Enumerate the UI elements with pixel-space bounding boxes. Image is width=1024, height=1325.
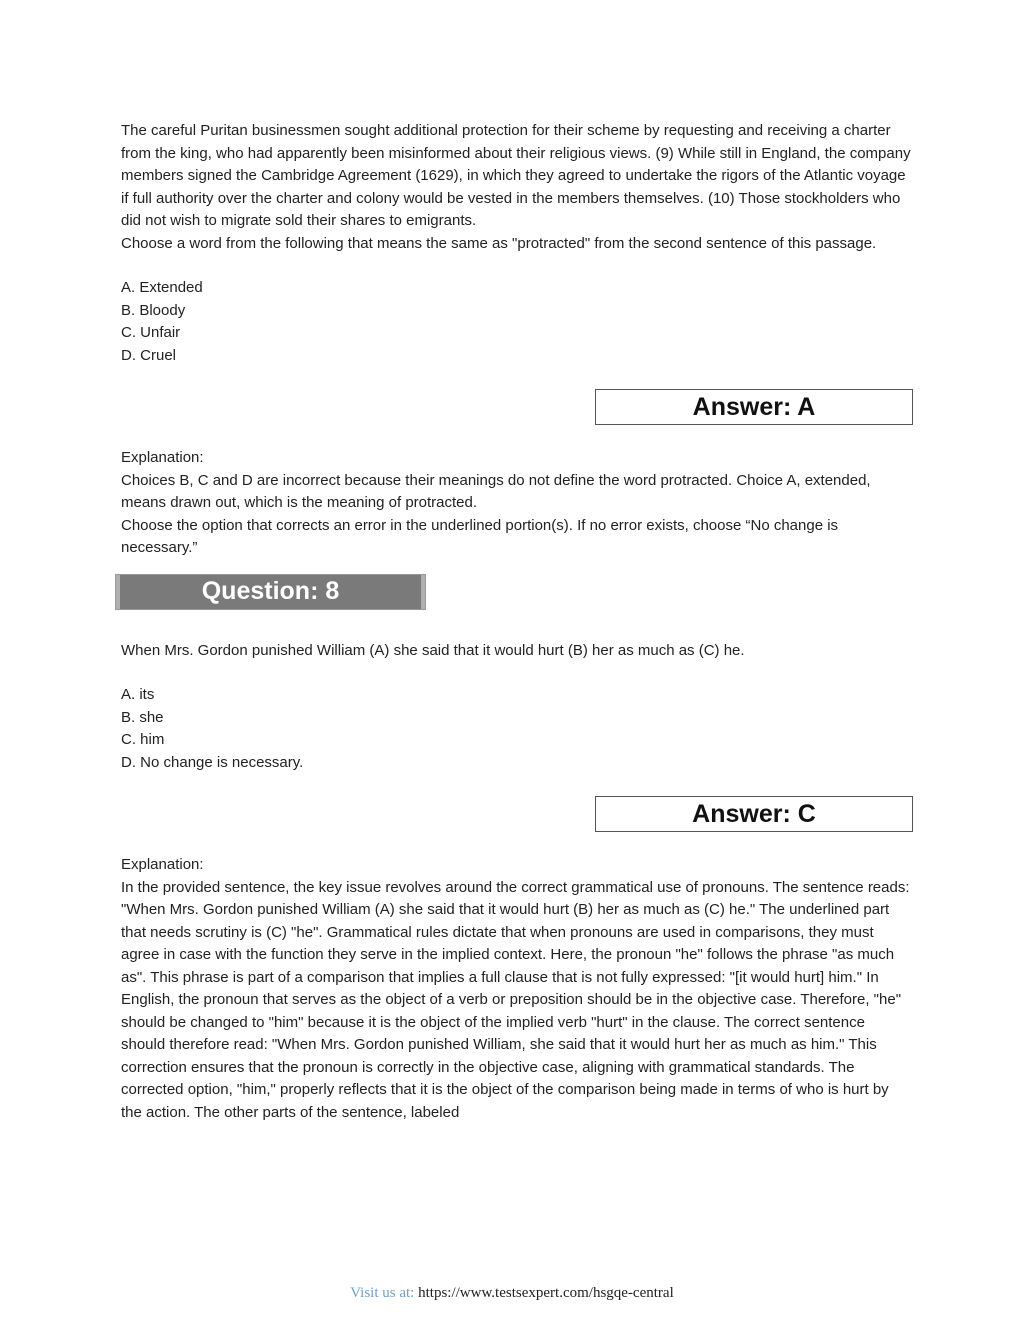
- q8-instruction: Choose the option that corrects an error in the underlined portion(s). If no error exists, choose “No change is necessary.”: [121, 516, 839, 556]
- q8-prompt: When Mrs. Gordon punished William (A) she said that it would hurt (B) her as much as (C) he.: [121, 641, 745, 659]
- question-8-title: Question: 8: [201, 577, 340, 605]
- q7-answer-row: [121, 389, 913, 425]
- q7-explanation: Choices B, C and D are incorrect because their meanings do not define the word protracted. Choice A, extended, means drawn out, which is the meaning of protracted.: [121, 471, 871, 511]
- document-body: [121, 120, 913, 1124]
- q7-prompt: Choose a word from the following that means the same as "protracted" from the second sentence of this passage.: [121, 234, 877, 252]
- q8-answer-box: Answer: C: [595, 796, 913, 832]
- q8-answer-row: [121, 796, 913, 832]
- passage-text: The careful Puritan businessmen sought additional protection for their scheme by requesting and receiving a charter from the king, who had apparently been misinformed about their religious views. (9) While still in England, the company members signed the Cambridge Agreement (1629), in which they agreed to undertake the rigors of the Atlantic voyage if full authority over the charter and colony would be vested in the members themselves. (10) Those stockholders who did not wish to migrate sold their shares to emigrants.: [121, 122, 911, 229]
- banner-edge-left: [116, 575, 120, 609]
- footer-url-link[interactable]: https://www.testsexpert.com/hsgqe-central: [418, 1285, 674, 1301]
- question-8-banner: [115, 574, 426, 610]
- q7-option-a: A. Extended: [121, 279, 203, 296]
- q8-option-b: B. she: [121, 708, 164, 726]
- q7-option-c: C. Unfair: [121, 324, 181, 341]
- footer-visit-label: Visit us at:: [350, 1285, 415, 1301]
- q7-option-d: D. Cruel: [121, 346, 177, 364]
- q7-option-b: B. Bloody: [121, 301, 186, 319]
- q7-explanation-label: Explanation:: [121, 449, 204, 466]
- q8-option-d: D. No change is necessary.: [121, 753, 304, 771]
- q7-answer-box: Answer: A: [595, 389, 913, 425]
- page-footer: [0, 1285, 1024, 1302]
- q8-option-c: C. him: [121, 731, 165, 748]
- q8-explanation: In the provided sentence, the key issue revolves around the correct grammatical use of pronouns. The sentence reads: "When Mrs. Gordon punished William (A) she said that it would hurt (B) her as much as (C) he." The underlined part that needs scrutiny is (C) "he". Grammatical rules dictate that when pronouns are used in comparisons, they must agree in case with the function they serve in the implied context. Here, the pronoun "he" follows the phrase "as much as". This phrase is part of a comparison that implies a full clause that is not fully expressed: "[it would hurt] him." In English, the pronoun that serves as the object of a verb or preposition should be in the objective case. Therefore, "he" should be changed to "him" because it is the object of the implied verb "hurt" in the clause. The correct sentence should therefore read: "When Mrs. Gordon punished William, she said that it would hurt her as much as him." This correction ensures that the pronoun is correctly in the objective case, aligning with grammatical standards. The corrected option, "him," properly reflects that it is the object of the comparison being made in terms of who is hurt by the action. The other parts of the sentence, labeled: [121, 878, 910, 1121]
- q8-explanation-label: Explanation:: [121, 856, 204, 873]
- banner-edge-right: [421, 575, 425, 609]
- q8-option-a: A. its: [121, 686, 155, 703]
